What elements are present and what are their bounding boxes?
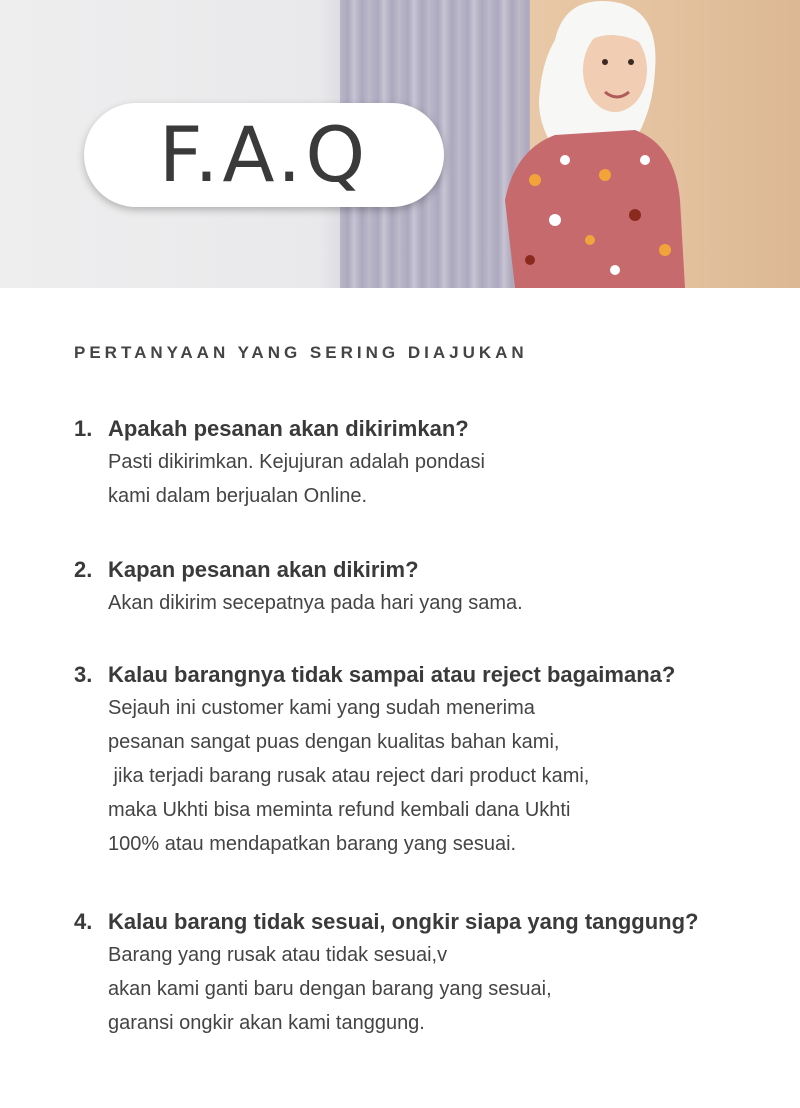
faq-item-4 xyxy=(74,906,774,1040)
faq-question: Kapan pesanan akan dikirim? xyxy=(108,557,419,582)
faq-number: 1. xyxy=(74,416,93,441)
faq-answer-line: jika terjadi barang rusak atau reject dari product kami, xyxy=(108,765,590,787)
faq-answer-line: kami dalam berjualan Online. xyxy=(108,485,368,507)
faq-answer-line: pesanan sangat puas dengan kualitas bahan kami, xyxy=(108,731,560,753)
faq-answer-line: Pasti dikirimkan. Kejujuran adalah pondasi xyxy=(108,451,485,473)
faq-answer-line: Sejauh ini customer kami yang sudah menerima xyxy=(108,697,535,719)
section-heading: PERTANYAAN YANG SERING DIAJUKAN xyxy=(74,343,528,362)
faq-answer-line: garansi ongkir akan kami tanggung. xyxy=(108,1012,425,1034)
model-photo xyxy=(495,0,695,288)
faq-item-1 xyxy=(74,413,774,513)
faq-answer-line: 100% atau mendapatkan barang yang sesuai. xyxy=(108,833,517,855)
faq-question: Apakah pesanan akan dikirimkan? xyxy=(108,416,469,441)
faq-title: F.A.Q xyxy=(158,110,370,199)
hero-banner xyxy=(0,0,800,288)
faq-answer-line: Barang yang rusak atau tidak sesuai,v xyxy=(108,944,448,966)
faq-number: 4. xyxy=(74,909,93,934)
faq-title-pill xyxy=(84,103,444,207)
faq-question: Kalau barang tidak sesuai, ongkir siapa yang tanggung? xyxy=(108,909,699,934)
faq-question: Kalau barangnya tidak sampai atau reject bagaimana? xyxy=(108,662,676,687)
faq-number: 3. xyxy=(74,662,93,687)
faq-answer-line: maka Ukhti bisa meminta refund kembali dana Ukhti xyxy=(108,799,571,821)
faq-number: 2. xyxy=(74,557,93,582)
faq-item-3 xyxy=(74,659,774,861)
faq-answer-line: akan kami ganti baru dengan barang yang sesuai, xyxy=(108,978,552,1000)
faq-item-2 xyxy=(74,554,774,620)
faq-answer-line: Akan dikirim secepatnya pada hari yang sama. xyxy=(108,592,523,614)
